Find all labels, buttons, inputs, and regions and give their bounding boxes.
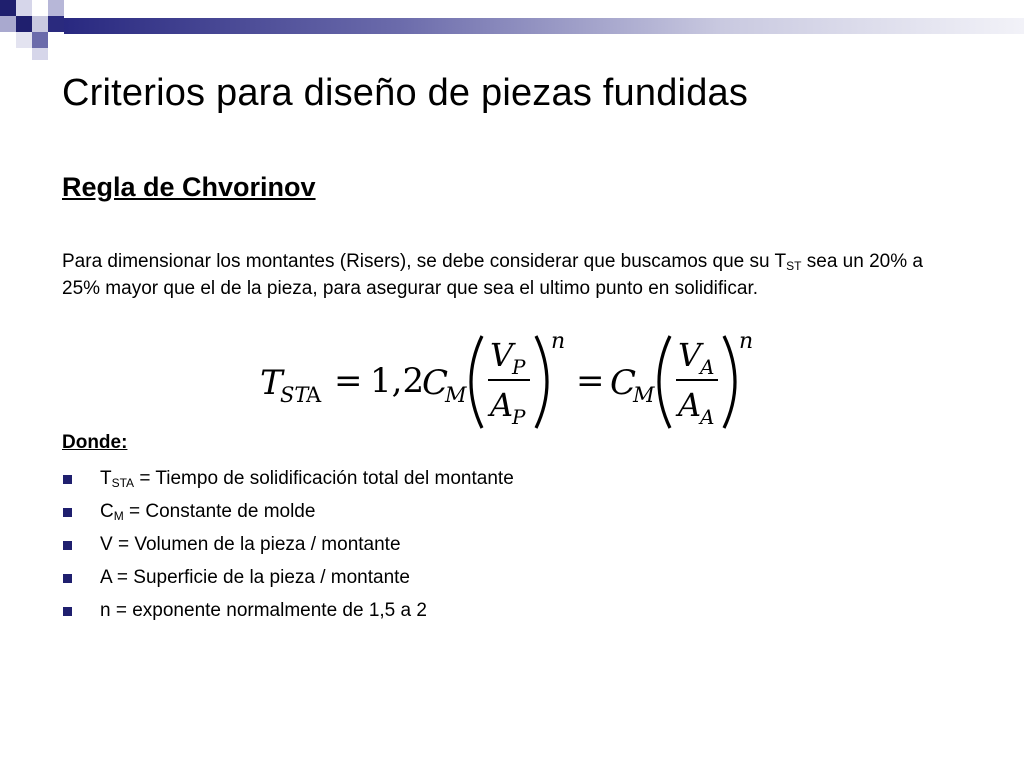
formula-v1: V [490,336,514,374]
formula-paren-close-1 [536,336,547,428]
deco-square-4 [48,0,64,16]
formula-exponent-1: n [551,329,566,354]
formula-lhs-t: T [260,363,283,403]
square-bullet-icon [63,508,72,517]
def-symbol: A [100,567,112,588]
def-symbol: V [100,534,113,555]
definitions-list [62,462,514,627]
def-text: = Volumen de la pieza / montante [112,534,401,555]
formula-lhs-sub-st: ST [280,383,309,407]
donde-label: Donde: [62,432,128,453]
paragraph-text-before: Para dimensionar los montantes (Risers), se debe considerar que buscamos que su T [62,251,787,272]
def-symbol: C [100,501,114,522]
deco-square-9 [16,32,32,48]
formula-lhs-sub-a: A [306,383,322,407]
def-symbol: T [100,468,112,489]
def-symbol: n [100,600,111,621]
slide-title: Criterios para diseño de piezas fundidas [62,72,749,114]
formula-a2-sub: A [700,405,715,429]
def-text: = exponente normalmente de 1,5 a 2 [110,600,427,621]
formula-equals-1: = [334,361,363,401]
paragraph-text-after: sea un 20% a 25% mayor que el de la pieza, para asegurar que sea el ultimo punto en solidificar. [62,251,923,299]
formula-paren-open-1 [471,336,482,428]
formula-exponent-2: n [739,329,754,354]
formula-a1-sub: P [512,405,526,429]
intro-paragraph [62,248,962,302]
square-bullet-icon [63,607,72,616]
deco-square-12 [32,48,48,60]
definition-item [62,495,514,528]
deco-square-10 [32,32,48,48]
deco-square-6 [16,16,32,32]
chvorinov-formula [250,322,790,434]
definition-item [62,528,514,561]
square-bullet-icon [63,541,72,550]
def-text: = Tiempo de solidificación total del montante [134,468,514,489]
formula-c1-sub: M [445,383,467,407]
definition-item [62,561,514,594]
formula-c2: C [610,363,637,403]
square-bullet-icon [63,574,72,583]
deco-square-11 [48,32,64,48]
deco-square-3 [32,0,48,16]
def-subscript: M [113,509,124,523]
def-text: = Superficie de la pieza / montante [111,567,411,588]
def-subscript: STA [111,476,135,490]
deco-square-8 [48,16,64,32]
section-heading: Regla de Chvorinov [62,172,316,202]
deco-square-2 [16,0,32,16]
definition-item [62,462,514,495]
formula-v2-sub: A [700,355,715,379]
deco-square-7 [32,16,48,32]
formula-paren-close-2 [724,336,735,428]
header-gradient-bar [16,18,1024,34]
formula-a2: A [678,386,702,424]
formula-a1: A [490,386,514,424]
deco-square-1 [0,0,16,16]
header-decoration [0,0,1024,60]
formula-c2-sub: M [633,383,655,407]
formula-v2: V [678,336,702,374]
def-text: = Constante de molde [123,501,316,522]
formula-coefficient: 1,2 [370,361,425,401]
formula-c1: C [422,363,449,403]
paragraph-subscript: ST [786,259,802,273]
square-bullet-icon [63,475,72,484]
formula-paren-open-2 [659,336,670,428]
formula-equals-2: = [576,361,605,401]
deco-square-5 [0,16,16,32]
definition-item [62,594,514,627]
formula-v1-sub: P [512,355,526,379]
